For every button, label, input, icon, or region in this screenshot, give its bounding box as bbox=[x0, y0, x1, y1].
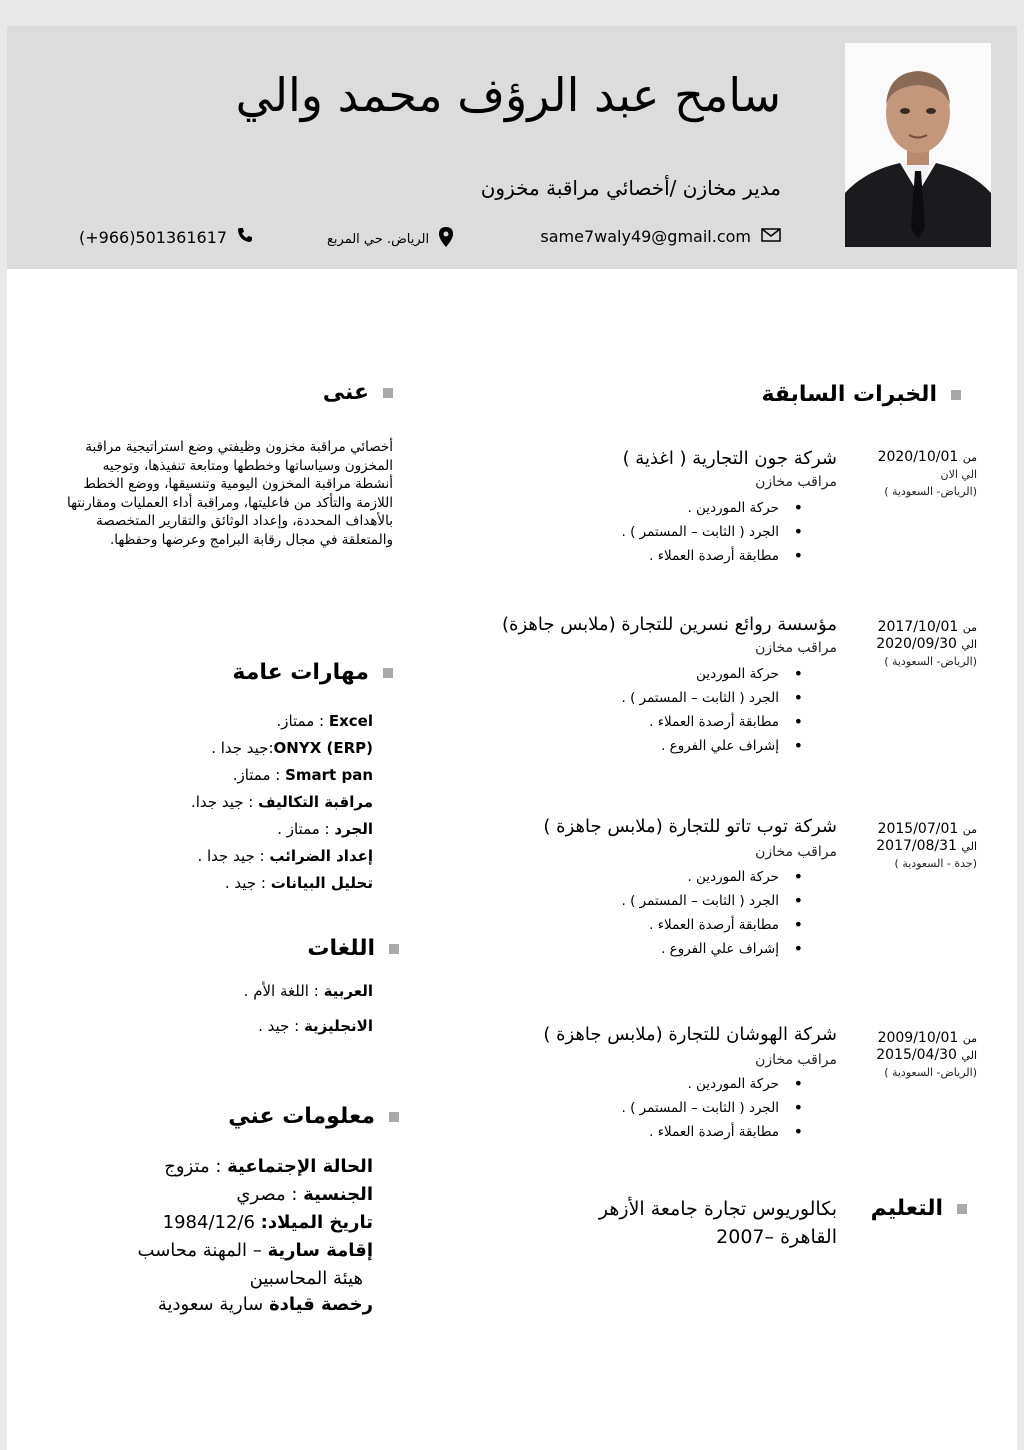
map-pin-icon bbox=[439, 227, 453, 251]
personal-title-text: معلومات عني bbox=[228, 1104, 375, 1129]
job-dates: من 2015/07/01 الي 2017/08/31 (جدة - السعودية ) bbox=[876, 821, 977, 870]
section-bullet-icon bbox=[383, 388, 393, 398]
language-item: الانجليزية : جيد . bbox=[258, 1017, 373, 1035]
languages-title-text: اللغات bbox=[307, 936, 375, 961]
skills-title-text: مهارات عامة bbox=[232, 660, 369, 685]
contact-phone[interactable] bbox=[79, 227, 253, 247]
personal-license: رخصة قيادة سارية سعودية bbox=[157, 1294, 373, 1315]
list-item: • مطابقة أرصدة العملاء . bbox=[622, 913, 779, 937]
personal-nationality: الجنسية : مصري bbox=[236, 1184, 373, 1205]
skills-section-title bbox=[232, 660, 393, 685]
education-degree: بكالوريوس تجارة جامعة الأزهر bbox=[598, 1198, 837, 1220]
list-item: • إشراف علي الفروع . bbox=[622, 937, 779, 961]
list-item: • مطابقة أرصدة العملاء . bbox=[622, 544, 779, 568]
address-text: الرياض. حي المربع bbox=[327, 231, 430, 247]
experience-title-text: الخبرات السابقة bbox=[761, 382, 937, 407]
experience-section-title bbox=[761, 382, 961, 407]
section-bullet-icon bbox=[389, 944, 399, 954]
personal-marital: الحالة الإجتماعية : متزوج bbox=[164, 1156, 373, 1177]
list-item: • إشراف علي الفروع . bbox=[622, 734, 779, 758]
full-name: سامح عبد الرؤف محمد والي bbox=[235, 68, 781, 122]
job-role: مراقب مخازن bbox=[755, 844, 837, 860]
list-item: • الجرد ( الثابت – المستمر ) . bbox=[622, 520, 779, 544]
job-company: شركة توب تاتو للتجارة (ملابس جاهزة ) bbox=[543, 816, 837, 837]
job-company: شركة جون التجارية ( اغذية ) bbox=[622, 448, 837, 469]
skill-item: ONYX (ERP):جيد جدا . bbox=[211, 739, 373, 757]
education-place-year: القاهرة –2007 bbox=[716, 1226, 837, 1248]
education-section-title bbox=[871, 1196, 967, 1221]
personal-residence-line2: هيئة المحاسبين bbox=[249, 1268, 363, 1289]
job-dates: من 2009/10/01 الي 2015/04/30 (الرياض- السعودية ) bbox=[876, 1030, 977, 1079]
header-band bbox=[7, 26, 1017, 269]
skill-item: Smart pan : ممتاز. bbox=[232, 766, 373, 784]
skill-item: Excel : ممتاز. bbox=[276, 712, 373, 730]
contact-email[interactable] bbox=[540, 227, 781, 246]
skill-item: إعداد الضرائب : جيد جدا . bbox=[197, 847, 373, 865]
job-tasks bbox=[622, 496, 779, 568]
phone-icon bbox=[237, 227, 253, 247]
job-tasks bbox=[622, 1072, 779, 1144]
section-bullet-icon bbox=[383, 668, 393, 678]
job-company: شركة الهوشان للتجارة (ملابس جاهزة ) bbox=[543, 1024, 837, 1045]
job-role: مراقب مخازن bbox=[755, 1052, 837, 1068]
section-bullet-icon bbox=[957, 1204, 967, 1214]
list-item: • الجرد ( الثابت – المستمر ) . bbox=[622, 686, 779, 710]
job-company: مؤسسة روائع نسرين للتجارة (ملابس جاهزة) bbox=[502, 614, 837, 635]
list-item: • حركة الموردين . bbox=[622, 865, 779, 889]
job-role: مراقب مخازن bbox=[755, 640, 837, 656]
section-bullet-icon bbox=[951, 390, 961, 400]
list-item: • الجرد ( الثابت – المستمر ) . bbox=[622, 1096, 779, 1120]
languages-section-title bbox=[307, 936, 399, 961]
personal-residence: إقامة سارية – المهنة محاسب bbox=[137, 1240, 373, 1261]
about-section-title bbox=[323, 380, 393, 405]
resume-page bbox=[7, 26, 1017, 1450]
job-role: مراقب مخازن bbox=[755, 474, 837, 490]
section-bullet-icon bbox=[389, 1112, 399, 1122]
list-item: • الجرد ( الثابت – المستمر ) . bbox=[622, 889, 779, 913]
email-text: same7waly49@gmail.com bbox=[540, 227, 751, 246]
personal-birthdate: تاريخ الميلاد: 1984/12/6 bbox=[162, 1212, 373, 1233]
about-text: أخصائي مراقبة مخزون وظيفتي وضع استراتيجية مراقبة المخزون وسياساتها وخططها ومتابعة تنفيذها، وتوجيه أنشطة مراقبة المخزون اليومية وتنسيقها، ووضع الخطط اللازمة والتأكد من فاعليتها، ومراقبة أداء العمليات ومقارنتها بالأهداف المحددة، وإعداد الوثائق والتقارير المتخصصة والمتعلقة في مجال رقابة البرامج وعرضها وحفظها. bbox=[67, 439, 393, 548]
skill-item: الجرد : ممتاز . bbox=[277, 820, 373, 838]
about-title-text: عنى bbox=[322, 380, 369, 405]
education-title-text: التعليم bbox=[870, 1196, 943, 1221]
contact-address bbox=[327, 227, 453, 251]
list-item: • حركة الموردين bbox=[622, 662, 779, 686]
job-tasks bbox=[622, 662, 779, 758]
phone-text: (+966)501361617 bbox=[79, 227, 228, 247]
envelope-icon bbox=[761, 227, 781, 246]
job-tasks bbox=[622, 865, 779, 961]
job-dates: من 2017/10/01 الي 2020/09/30 (الرياض- السعودية ) bbox=[876, 619, 977, 668]
job-title: مدير مخازن /أخصائي مراقبة مخزون bbox=[480, 176, 781, 200]
profile-photo bbox=[845, 43, 991, 247]
skill-item: تحليل البيانات : جيد . bbox=[224, 874, 373, 892]
skill-item: مراقبة التكاليف : جيد جدا. bbox=[190, 793, 373, 811]
personal-section-title bbox=[228, 1104, 399, 1129]
language-item: العربية : اللغة الأم . bbox=[243, 982, 373, 1000]
job-dates: من 2020/10/01 الي الان (الرياض- السعودية ) bbox=[877, 449, 977, 498]
list-item: • حركة الموردين . bbox=[622, 496, 779, 520]
list-item: • مطابقة أرصدة العملاء . bbox=[622, 1120, 779, 1144]
list-item: • حركة الموردين . bbox=[622, 1072, 779, 1096]
list-item: • مطابقة أرصدة العملاء . bbox=[622, 710, 779, 734]
